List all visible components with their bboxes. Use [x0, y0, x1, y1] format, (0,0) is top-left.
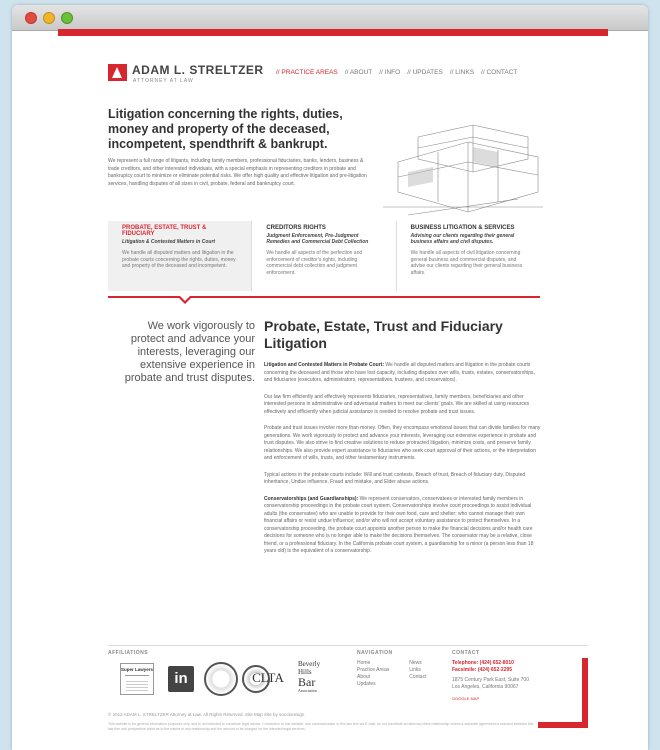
footer-link-links[interactable]: Links [409, 667, 421, 673]
section-divider [108, 296, 540, 298]
paragraph-text: We handle all disputed matters and litigation in the probate courts concerning the deceased and those who have lost capacity, including disputes over wills, trusts, estates, conservatorships, and fiduciaries (executors, administrators, representatives, trustees, and conservators). [264, 362, 535, 383]
clta-logo[interactable]: CLTA [252, 670, 284, 685]
selected-tab-pointer-icon [178, 297, 192, 304]
affiliations-heading: AFFILIATIONS [108, 650, 149, 656]
footer-contact-heading: CONTACT [452, 650, 480, 656]
browser-chrome [12, 5, 648, 31]
practice-box-subtitle: Litigation & Contested Matters in Court [122, 239, 216, 245]
linkedin-icon[interactable]: in [168, 666, 194, 692]
bh-line-1: Beverly [298, 660, 321, 668]
building-sketch-illustration [378, 117, 548, 217]
practice-box-text: We handle all disputed matters and litigation in the probate courts concerning the rights, duties, money and property of the deceased and incompetent. [122, 250, 236, 269]
practice-box-probate[interactable] [108, 221, 252, 291]
footer-navigation [357, 650, 426, 688]
practice-box-text: We handle all aspects of the perfection and enforcement of creditor's rights, including commercial debt collection and judgment enforcement. [266, 250, 363, 276]
telephone[interactable]: Telephone: (424) 652-8010 [452, 660, 514, 666]
nav-links[interactable]: // LINKS [449, 69, 475, 76]
superlawyers-badge[interactable] [120, 663, 154, 695]
practice-box-title: PROBATE, ESTATE, TRUST & FIDUCIARY [122, 225, 207, 237]
paragraph-lead: Conservatorships (and Guardianships): [264, 495, 359, 502]
footer-accent-horizontal [538, 722, 588, 728]
practice-box-subtitle: Advising our clients regarding their general business affairs and civil disputes. [410, 233, 515, 245]
brand-tagline: ATTORNEY AT LAW [133, 78, 194, 84]
hero-title: Litigation concerning the rights, duties, money and property of the deceased, incompetent, spendthrift & bankrupt. [108, 107, 343, 151]
footer-link-updates[interactable]: Updates [357, 681, 376, 687]
seal-1-icon[interactable] [204, 662, 238, 696]
logo-mark-icon [108, 64, 127, 81]
paragraph-text: We represent conservators, conservatees or interested family members in conservatorship proceedings in the probate court system. Conservatorships involve court proceedings to assist individual adults (the conservatee) who are unable to provide for their own food, care and shelter; who cannot manage their own financial affairs or resist undue influence; and/or who will not accept voluntary assistance to protect themselves. In a conservatorship proceeding, the probate court appoints another person to make the financial decisions and/or health care decisions for someone who is no longer able to make the decisions themselves. The conservator may be a relative, close friend, or a professional fiduciary. In the California probate court system, a guardianship for a minor (a person less than 18 years old) is the equivalent of a conservatorship. [264, 495, 534, 554]
practice-box-text: We handle all aspects of civil litigation concerning general business and commercial disputes, and advise our clients regarding their general business affairs. [410, 250, 523, 276]
footer-accent-vertical [582, 658, 588, 728]
nav-info[interactable]: // INFO [379, 69, 401, 76]
practice-areas-row [108, 221, 540, 291]
main-nav [276, 69, 517, 76]
footer-divider [108, 645, 588, 646]
footer-nav-heading: NAVIGATION [357, 650, 393, 656]
practice-box-subtitle: Judgment Enforcement, Pre-Judgment Remedies and Commercial Debt Collection [266, 233, 369, 245]
paragraph [264, 362, 542, 385]
practice-box-business[interactable] [397, 221, 540, 291]
minimize-window-button[interactable] [43, 12, 55, 24]
address-line-1: 1875 Century Park East, Suite 700 [452, 677, 529, 683]
footer-link-home[interactable]: Home [357, 660, 371, 666]
paragraph: Our law firm efficiently and effectively represents fiduciaries, representatives, family members, beneficiaries and other interested persons in administrative and adversarial matters to meet our clients' goals. We are skilled at using resources effectively and efficiently when judicial assistance is needed to resolve probate and trust issues. [264, 393, 530, 415]
beverly-hills-bar-logo[interactable] [298, 660, 332, 700]
bh-line-4: Association [298, 688, 317, 693]
disclaimer: This website is for general information purposes only, and is not intended to constitute legal advice. Connection to this website, and communication to this law firm via E-mail, do not constitute an attorney-client relationship unless a separate agreement is reached between this law firm and prospective client as to the nature of any relationship and the amount to be charged for the intended legal services. [108, 722, 534, 731]
paragraph [264, 496, 542, 556]
superlawyers-label: Super Lawyers [121, 667, 154, 672]
hero-text: We represent a full range of litigants, including family members, professional fiduciaries, banks, lenders, business & trade creditors, and other interested individuals, with a special emphasis in representing creditors in probate and bankruptcy court to minimize or eliminate potential risks. We offer high quality and effective litigation and pre-litigation services, handling disputes of all sizes in civil, probate, federal and bankruptcy court. [108, 158, 367, 187]
page-title: Probate, Estate, Trust and Fiduciary Litigation [264, 318, 503, 351]
footer-link-news[interactable]: News [409, 660, 422, 666]
practice-box-title: CREDITORS RIGHTS [266, 225, 326, 231]
footer-link-practice-areas[interactable]: Practice Areas [357, 667, 390, 673]
article-body [264, 362, 542, 565]
pull-quote: We work vigorously to protect and advance your interests, leveraging our extensive experience in probate and trust disputes. [124, 320, 255, 384]
footer-contact [452, 650, 529, 702]
bh-line-2: Hills [298, 668, 312, 676]
nav-practice-areas[interactable]: // PRACTICE AREAS [276, 69, 338, 76]
nav-contact[interactable]: // CONTACT [481, 69, 518, 76]
footer-link-contact[interactable]: Contact [409, 674, 427, 680]
zoom-window-button[interactable] [61, 12, 73, 24]
nav-updates[interactable]: // UPDATES [407, 69, 443, 76]
top-accent-bar [58, 29, 608, 36]
google-map-link[interactable]: GOOGLE MAP [452, 696, 480, 701]
practice-box-title: BUSINESS LITIGATION & SERVICES [410, 225, 515, 231]
paragraph: Probate and trust issues involve more than money. Often, they encompass emotional issues that can divide families for many generations. We work vigorously to protect and advance your interests, leveraging our extensive experience in probate and trust disputes. We also strive to find creative solutions to reduce protracted litigation, minimize costs, and preserve family relationships. We also provide expert assistance to fiduciaries who seek court approval of their actions, or the interpretation and enforcement of wills, trusts, and other testamentary instruments. [264, 425, 541, 461]
paragraph: Typical actions in the probate courts include: Will and trust contests, Breach of trust, Breach of fiduciary duty, Disputed inheritance, Undue influence, Fraud and mistake, and Elder abuse actions. [264, 471, 526, 485]
address-line-2: Los Angeles, California 90067 [452, 684, 519, 690]
footer-link-about[interactable]: About [357, 674, 371, 680]
brand-name: ADAM L. STRELTZER [132, 63, 264, 77]
practice-box-creditors[interactable] [252, 221, 396, 291]
facsimile: Facsimile: (424) 652-2295 [452, 667, 513, 673]
paragraph-lead: Litigation and Contested Matters in Probate Court: [264, 362, 385, 368]
close-window-button[interactable] [25, 12, 37, 24]
bh-line-3: Bar [298, 675, 316, 689]
copyright: © 2012 ADAM L. STRELTZER Attorney at Law. All Rights Reserved. Site Map Site by socoloresign [108, 712, 305, 717]
nav-about[interactable]: // ABOUT [344, 69, 373, 76]
